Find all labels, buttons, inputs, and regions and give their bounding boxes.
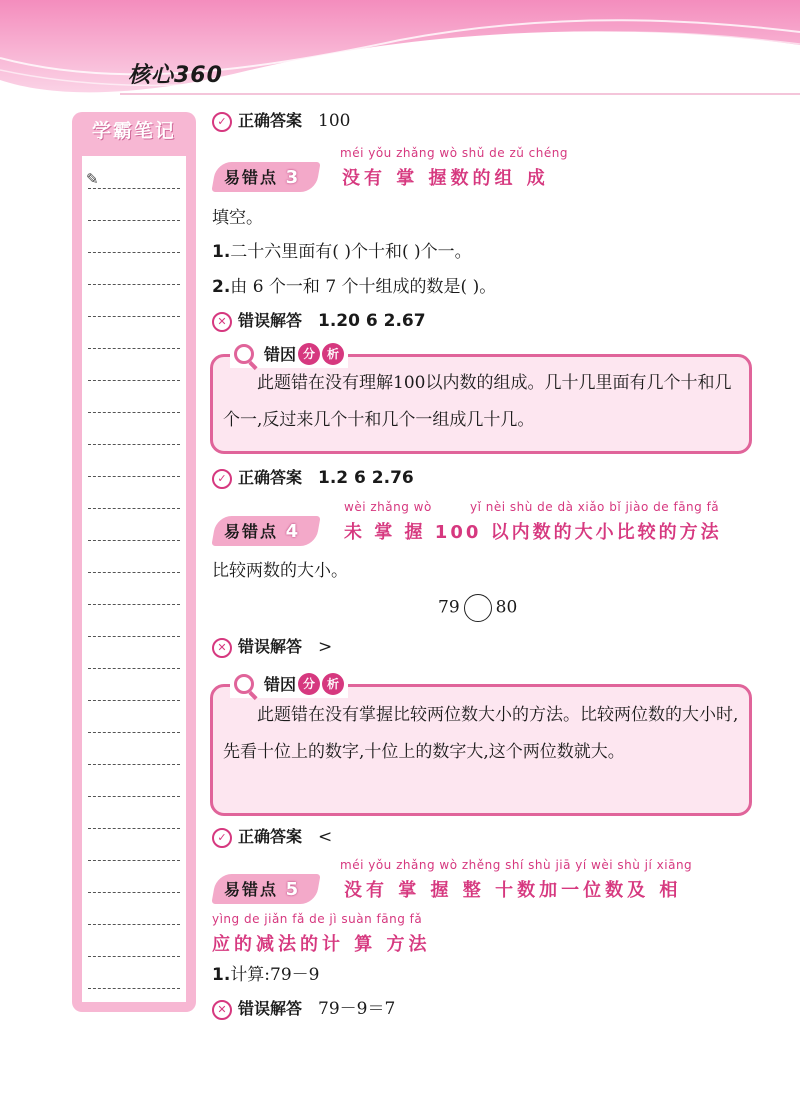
analysis-text: 此题错在没有理解100以内数的组成。几十几里面有几个十和几个一,反过来几个十和几个一组成几十几。 xyxy=(223,373,732,430)
check-icon: ✓ xyxy=(212,828,232,848)
wrong-answer-row: ✕ 错误解答 79－9＝7 xyxy=(212,994,395,1020)
cross-icon: ✕ xyxy=(212,312,232,332)
note-line xyxy=(88,892,180,893)
note-line xyxy=(88,956,180,957)
pitfall-topic: 应的减法的计 算 方法 xyxy=(212,934,431,955)
note-line xyxy=(88,636,180,637)
correct-label: 正确答案 xyxy=(238,111,303,130)
note-line xyxy=(88,828,180,829)
note-line xyxy=(88,188,180,189)
analysis-box xyxy=(210,684,752,816)
question-2: 2.由 6 个一和 7 个十组成的数是( )。 xyxy=(212,277,497,297)
pitfall-label: 易错点 4 xyxy=(224,521,301,542)
note-line xyxy=(88,796,180,797)
wrong-answer-row: ✕ 错误解答 1.20 6 2.67 xyxy=(212,308,426,332)
correct-value: 100 xyxy=(318,111,351,131)
pencil-icon: ✎ xyxy=(86,170,99,188)
note-line xyxy=(88,508,180,509)
note-line xyxy=(88,668,180,669)
correct-answer-row xyxy=(212,108,350,132)
note-line xyxy=(88,924,180,925)
note-line xyxy=(88,604,180,605)
pinyin-line: méi yǒu zhǎng wò zhěng shí shù jiā yí wèi shù jí xiāng xyxy=(340,858,693,872)
note-line xyxy=(88,220,180,221)
notes-title: 学霸笔记 xyxy=(91,120,176,142)
note-line xyxy=(88,700,180,701)
pinyin-line: méi yǒu zhǎng wò shǔ de zǔ chéng xyxy=(340,146,568,160)
note-line xyxy=(88,252,180,253)
pitfall-label: 易错点 5 xyxy=(224,879,301,900)
pitfall-label: 易错点 3 xyxy=(224,167,301,188)
pinyin-line: wèi zhǎng wò xyxy=(344,500,432,514)
note-line xyxy=(88,284,180,285)
note-line xyxy=(88,764,180,765)
check-icon: ✓ xyxy=(212,469,232,489)
note-line xyxy=(88,732,180,733)
cross-icon: ✕ xyxy=(212,1000,232,1020)
correct-answer-row: ✓ 正确答案 1.2 6 2.76 xyxy=(212,465,414,489)
note-line xyxy=(88,444,180,445)
note-line xyxy=(88,572,180,573)
analysis-header: 错因 分 析 xyxy=(230,342,348,368)
note-line xyxy=(88,540,180,541)
analysis-text: 此题错在没有掌握比较两位数大小的方法。比较两位数的大小时,先看十位上的数字,十位上的数字大,这个两位数就大。 xyxy=(223,705,739,762)
question-1: 1.二十六里面有( )个十和( )个一。 xyxy=(212,242,472,262)
compare-expression: 79 80 xyxy=(438,594,517,622)
pitfall-topic: 没有 掌 握数的组 成 xyxy=(342,168,549,189)
note-line xyxy=(88,988,180,989)
instruction: 填空。 xyxy=(212,208,263,228)
notes-paper xyxy=(82,156,186,1002)
magnifier-icon xyxy=(234,674,254,694)
pitfall-topic: 未 掌 握 100 以内数的大小比较的方法 xyxy=(344,522,722,543)
header-banner xyxy=(0,0,800,110)
wrong-answer-row: ✕ 错误解答 > xyxy=(212,634,332,658)
analysis-box xyxy=(210,354,752,454)
question-1: 1.计算:79－9 xyxy=(212,965,320,985)
compare-blank xyxy=(464,594,492,622)
analysis-header: 错因 分 析 xyxy=(230,672,348,698)
pinyin-line: yìng de jiǎn fǎ de jì suàn fāng fǎ xyxy=(212,912,423,926)
pinyin-line: yǐ nèi shù de dà xiǎo bǐ jiào de fāng fǎ xyxy=(470,500,720,514)
brand-logo: 核心360 xyxy=(128,63,223,88)
note-line xyxy=(88,476,180,477)
check-icon: ✓ xyxy=(212,112,232,132)
note-line xyxy=(88,348,180,349)
pitfall-topic: 没有 掌 握 整 十数加一位数及 相 xyxy=(344,880,682,901)
note-line xyxy=(88,316,180,317)
note-line xyxy=(88,380,180,381)
cross-icon: ✕ xyxy=(212,638,232,658)
note-line xyxy=(88,412,180,413)
notes-sidebar xyxy=(72,112,196,1012)
magnifier-icon xyxy=(234,344,254,364)
instruction: 比较两数的大小。 xyxy=(212,561,348,581)
correct-answer-row: ✓ 正确答案 < xyxy=(212,824,332,848)
note-line xyxy=(88,860,180,861)
